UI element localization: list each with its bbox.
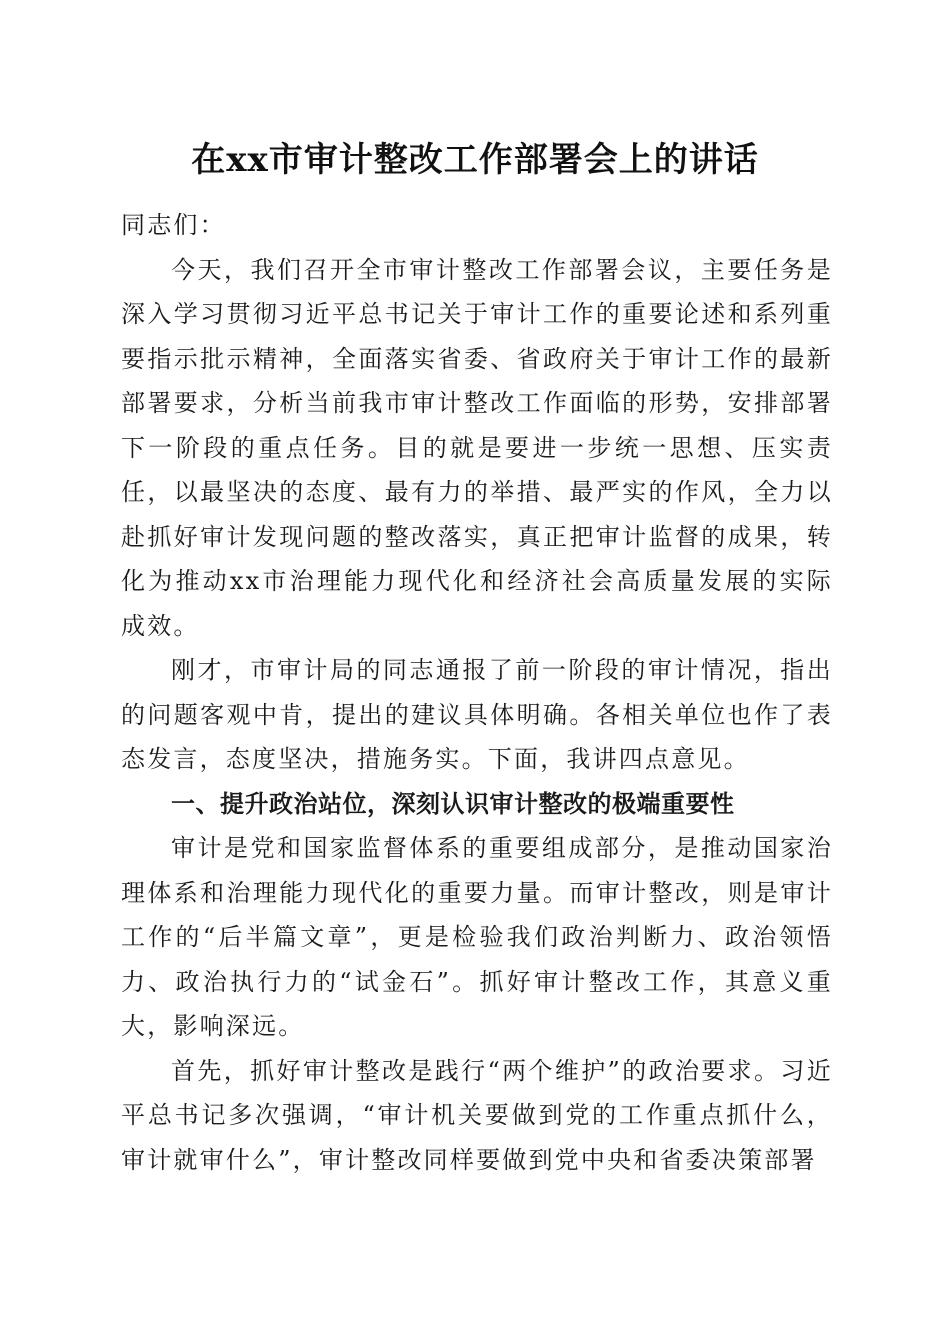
section-paragraph: 审计是党和国家监督体系的重要组成部分，是推动国家治理体系和治理能力现代化的重要力量。而审计整改，则是审计工作的“后半篇文章”，更是检验我们政治判断力、政治领悟力、政治执行力的“试金石”。抓好审计整改工作，其意义重大，影响深远。: [121, 834, 833, 1040]
paragraph-opening: 今天，我们召开全市审计整改工作部署会议，主要任务是深入学习贯彻习近平总书记关于审计工作的重要论述和系列重要指示批示精神，全面落实省委、省政府关于审计工作的最新部署要求，分析当前我市审计整改工作面临的形势，安排部署下一阶段的重点任务。目的就是要进一步统一思想、压实责任，以最坚决的态度、最有力的举措、最严实的作风，全力以赴抓好审计发现问题的整改落实，真正把审计监督的成果，转化为推动xx市治理能力现代化和经济社会高质量发展的实际成效。: [121, 255, 833, 640]
section-paragraph: 首先，抓好审计整改是践行“两个维护”的政治要求。习近平总书记多次强调，“审计机关要做到党的工作重点抓什么，审计就审什么”，审计整改同样要做到党中央和省委决策部署: [121, 1056, 833, 1174]
salutation: 同志们：: [121, 211, 226, 239]
document-body: [121, 203, 833, 1182]
section-heading: 一、提升政治站位，深刻认识审计整改的极端重要性: [171, 789, 735, 818]
paragraph-summary: 刚才，市审计局的同志通报了前一阶段的审计情况，指出的问题客观中肯，提出的建议具体明确。各相关单位也作了表态发言，态度坚决，措施务实。下面，我讲四点意见。: [121, 656, 833, 773]
document-title: 在xx市审计整改工作部署会上的讲话: [191, 140, 759, 180]
